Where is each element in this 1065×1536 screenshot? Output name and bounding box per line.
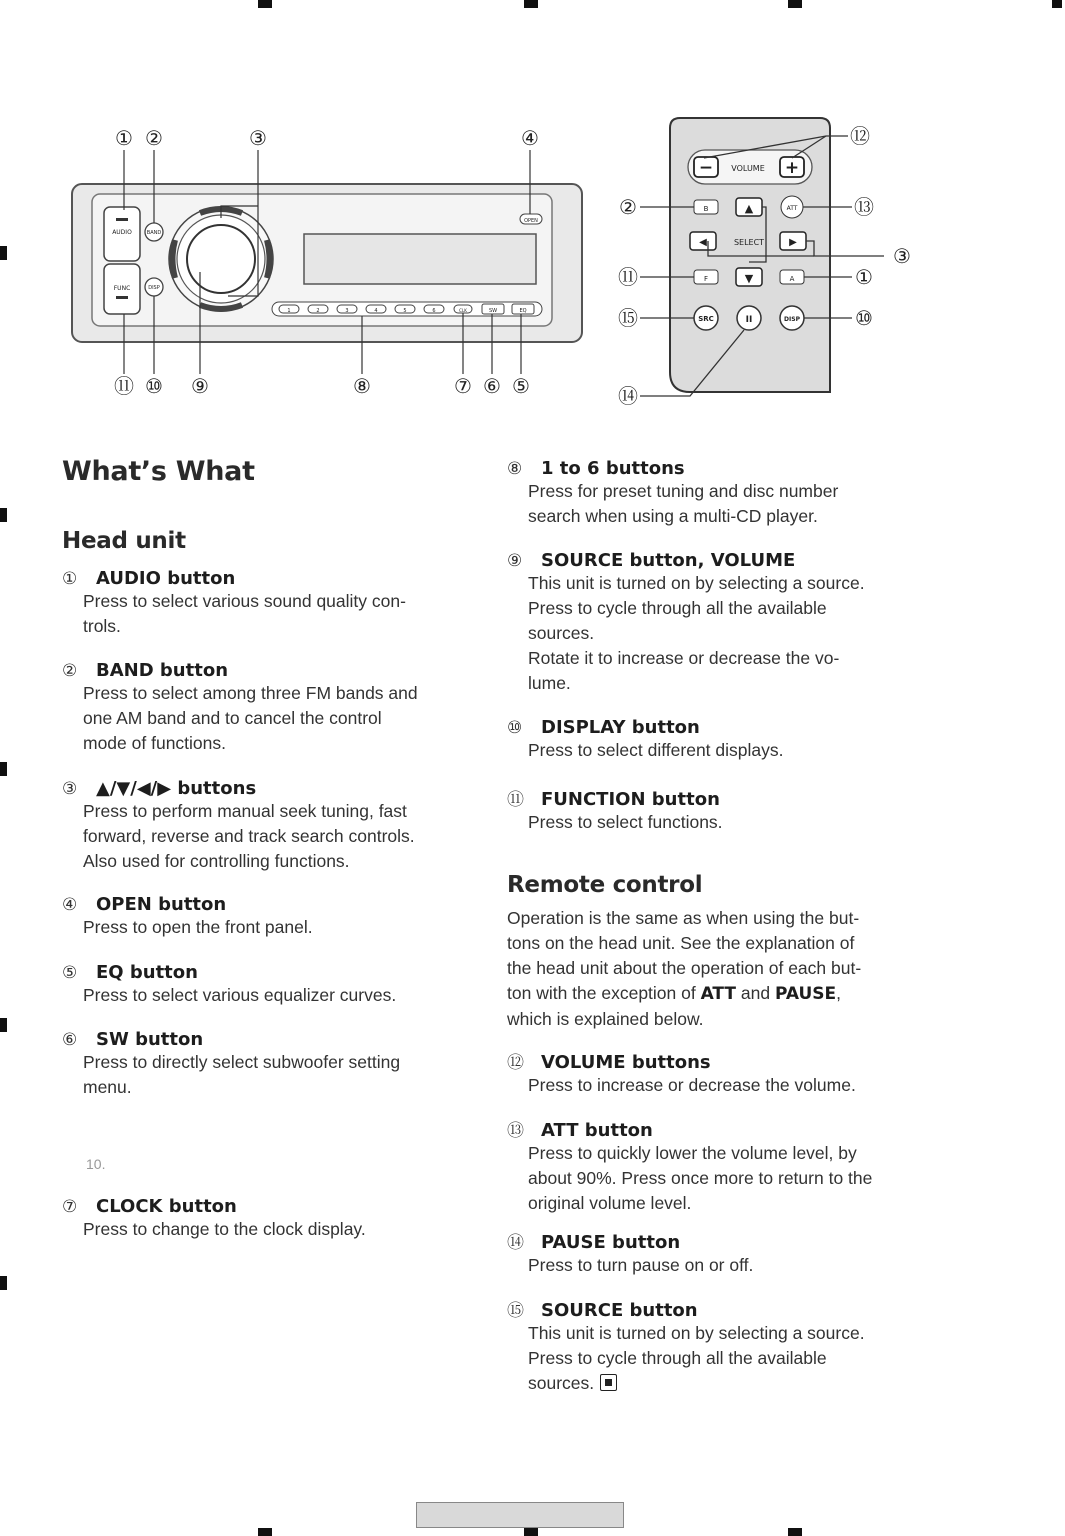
preset-2-label: 2 <box>316 308 320 314</box>
callout-10: ⑩ <box>145 374 163 398</box>
item-label: FUNCTION button <box>541 789 720 810</box>
item-label: VOLUME buttons <box>541 1052 711 1073</box>
list-item <box>62 660 462 756</box>
list-item <box>507 1228 927 1278</box>
item-label: DISPLAY button <box>541 717 700 738</box>
list-item <box>62 1029 462 1100</box>
item-label: ATT button <box>541 1120 653 1141</box>
item-description: Press to select various sound quality con- trols. <box>83 591 406 636</box>
item-description: Press to select among three FM bands and one AM band and to cancel the control mode of functions. <box>83 683 418 753</box>
item-description <box>528 1321 927 1396</box>
disp-key-label: DISP <box>148 285 160 291</box>
item-description: Press for preset tuning and disc number search when using a multi-CD player. <box>528 481 839 526</box>
remote-callout-3: ③ <box>893 244 911 268</box>
item-description: Press to directly select subwoofer setting menu. <box>83 1052 401 1097</box>
remote-att-label: ATT <box>786 205 798 212</box>
item-label: PAUSE button <box>541 1232 681 1253</box>
list-item <box>507 1116 927 1216</box>
list-item <box>507 1048 927 1098</box>
remote-callout-14: ⑭ <box>618 384 638 408</box>
remote-pause-label: II <box>745 315 753 325</box>
head-unit-illustration <box>72 126 582 398</box>
item-number: ④ <box>62 895 78 915</box>
registration-mark <box>0 508 7 522</box>
item-number: ③ <box>62 779 78 799</box>
head-unit-heading: Head unit <box>62 528 186 554</box>
item-description: Press to select functions. <box>528 812 723 832</box>
callout-4: ④ <box>521 126 539 150</box>
remote-up-label: ▲ <box>744 202 754 215</box>
item-label: ▲/▼/◀/▶ buttons <box>96 778 257 799</box>
remote-vol-minus-label: − <box>698 158 714 178</box>
item-description: This unit is turned on by selecting a source. Press to cycle through all the available sources. Rotate it to increase or decrease the vo- lume. <box>528 573 865 693</box>
func-key-label: FUNC <box>113 285 131 292</box>
list-item <box>62 1196 462 1242</box>
product-diagram <box>0 0 1065 420</box>
remote-callout-1: ① <box>855 265 873 289</box>
list-item <box>507 717 927 763</box>
remote-intro-and: and <box>736 983 775 1003</box>
remote-intro-tail: , which is explained below. <box>507 983 842 1029</box>
att-keyword: ATT <box>700 984 737 1004</box>
list-item <box>62 568 462 639</box>
stray-print-mark: 10. <box>86 1156 106 1172</box>
remote-callout-12: ⑫ <box>850 124 870 148</box>
remote-a-label: A <box>789 275 795 283</box>
registration-mark <box>0 1018 7 1032</box>
remote-down-label: ▼ <box>744 272 754 285</box>
item-description-text: This unit is turned on by selecting a source. Press to cycle through all the available sources. <box>528 1323 865 1393</box>
pause-keyword: PAUSE <box>774 984 837 1004</box>
remote-f-label: F <box>703 275 709 283</box>
callout-11: ⑪ <box>114 374 134 398</box>
sw-key-label: SW <box>488 308 498 314</box>
registration-mark <box>0 1276 7 1290</box>
callout-6: ⑥ <box>483 374 501 398</box>
item-description: Press to quickly lower the volume level, by about 90%. Press once more to return to the original volume level. <box>528 1143 873 1213</box>
end-of-section-icon <box>600 1374 617 1391</box>
item-label: OPEN button <box>96 894 227 915</box>
callout-3: ③ <box>249 126 267 150</box>
item-number: ① <box>62 569 78 589</box>
item-description: Press to perform manual seek tuning, fast forward, reverse and track search controls. Also used for controlling functions. <box>83 801 415 871</box>
item-label: SOURCE button, VOLUME <box>541 550 796 571</box>
item-description: Press to select various equalizer curves. <box>83 985 397 1005</box>
item-label: EQ button <box>96 962 198 983</box>
item-number: ⑬ <box>507 1121 524 1141</box>
item-number: ⑦ <box>62 1197 78 1217</box>
list-item <box>507 785 927 835</box>
item-label: BAND button <box>96 660 229 681</box>
item-number: ⑧ <box>507 459 523 479</box>
callout-8: ⑧ <box>353 374 371 398</box>
preset-1-label: 1 <box>287 308 291 314</box>
remote-disp-label: DISP <box>784 316 800 323</box>
registration-mark <box>0 762 7 776</box>
remote-callout-11: ⑪ <box>618 265 638 289</box>
open-key-label: OPEN <box>524 218 538 224</box>
remote-callout-2: ② <box>619 195 637 219</box>
item-description: Press to turn pause on or off. <box>528 1255 754 1275</box>
remote-control-heading: Remote control <box>507 872 703 898</box>
item-description: Press to change to the clock display. <box>83 1219 366 1239</box>
band-key-label: BAND <box>146 230 162 236</box>
remote-callout-10: ⑩ <box>855 306 873 330</box>
item-label: 1 to 6 buttons <box>541 458 685 479</box>
list-item <box>507 458 927 529</box>
clock-key-label: CLK <box>459 308 467 313</box>
item-number: ⑪ <box>507 790 524 810</box>
remote-intro-text: Operation is the same as when using the but- tons on the head unit. See the explanation of the head unit about the operation of each but- ton with the exception of <box>507 908 862 1003</box>
remote-b-label: B <box>703 205 709 213</box>
callout-7: ⑦ <box>454 374 472 398</box>
callout-9: ⑨ <box>191 374 209 398</box>
registration-mark <box>524 1528 538 1536</box>
item-number: ⑥ <box>62 1030 78 1050</box>
item-number: ⑭ <box>507 1233 524 1253</box>
item-number: ⑫ <box>507 1053 524 1073</box>
remote-callout-15: ⑮ <box>618 306 638 330</box>
preset-5-label: 5 <box>403 308 407 314</box>
preset-3-label: 3 <box>345 308 349 314</box>
list-item <box>62 962 462 1008</box>
item-label: CLOCK button <box>96 1196 237 1217</box>
preset-4-label: 4 <box>374 308 378 314</box>
remote-callout-13: ⑬ <box>854 195 874 219</box>
list-item <box>62 894 462 940</box>
remote-control-illustration <box>618 118 911 408</box>
remote-left-label: ◀ <box>699 237 707 248</box>
item-label: SOURCE button <box>541 1300 698 1321</box>
item-description: Press to open the front panel. <box>83 917 313 937</box>
preset-6-label: 6 <box>432 308 436 314</box>
page-title: What’s What <box>62 456 255 487</box>
list-item <box>507 550 927 696</box>
item-label: SW button <box>96 1029 204 1050</box>
callout-2: ② <box>145 126 163 150</box>
registration-mark <box>788 1528 802 1536</box>
audio-key-label: AUDIO <box>112 229 132 236</box>
eq-key-label: EQ <box>519 308 527 314</box>
registration-mark <box>258 1528 272 1536</box>
item-number: ⑮ <box>507 1301 524 1321</box>
item-number: ⑨ <box>507 551 523 571</box>
callout-1: ① <box>115 126 133 150</box>
remote-src-label: SRC <box>698 315 714 323</box>
callout-5: ⑤ <box>512 374 530 398</box>
remote-volume-label: VOLUME <box>731 164 765 173</box>
item-number: ⑩ <box>507 718 523 738</box>
item-number: ⑤ <box>62 963 78 983</box>
remote-select-label: SELECT <box>733 238 765 247</box>
item-description: Press to select different displays. <box>528 740 784 760</box>
item-label: AUDIO button <box>96 568 236 589</box>
page-footer-bar <box>416 1502 624 1528</box>
remote-vol-plus-label: + <box>784 158 800 178</box>
remote-intro-paragraph <box>507 906 917 1032</box>
remote-right-label: ▶ <box>789 237 797 248</box>
item-number: ② <box>62 661 78 681</box>
list-item <box>62 778 462 874</box>
item-description: Press to increase or decrease the volume. <box>528 1075 856 1095</box>
list-item <box>507 1296 927 1396</box>
